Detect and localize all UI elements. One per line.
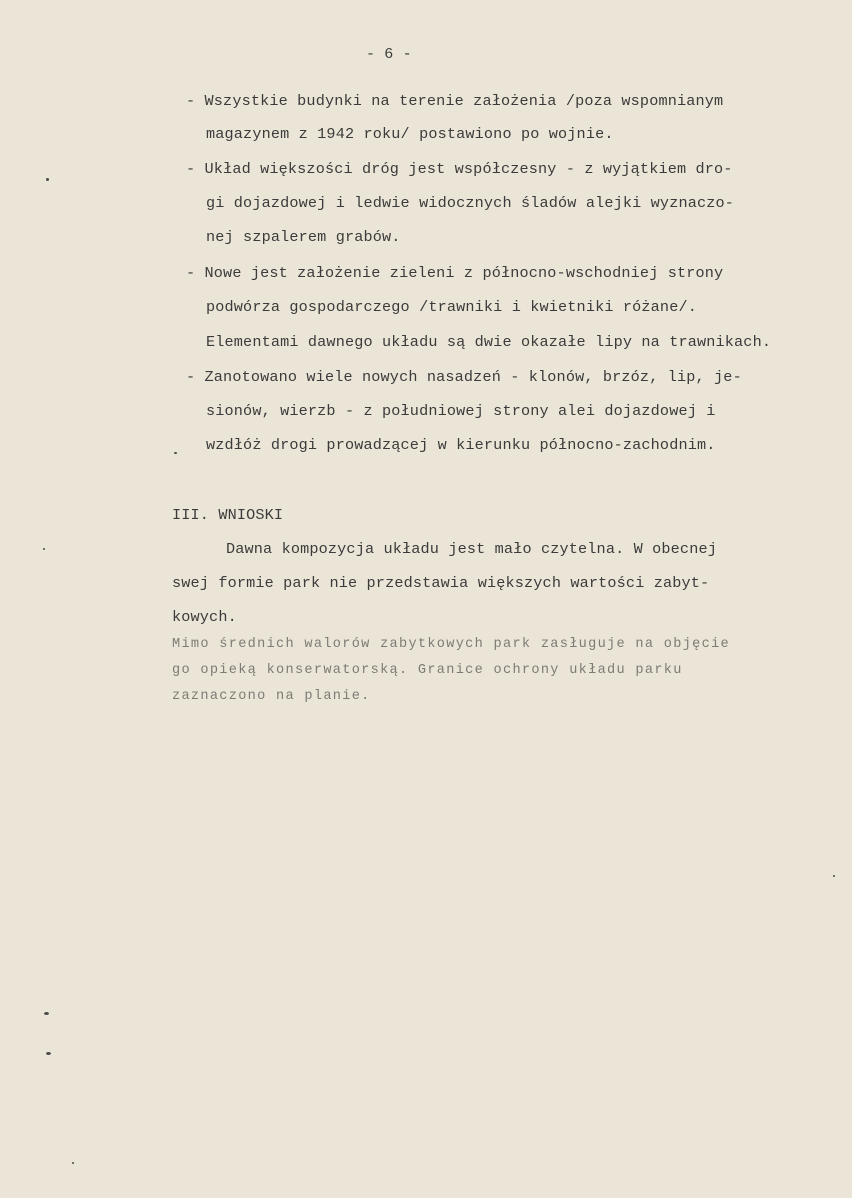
- scan-speck: [833, 875, 835, 877]
- bullet-2-line-3: nej szpalerem grabów.: [206, 228, 401, 246]
- bullet-1-line-2: magazynem z 1942 roku/ postawiono po wojnie.: [206, 125, 614, 143]
- bullet-3-line-3: Elementami dawnego układu są dwie okazałe lipy na trawnikach.: [206, 333, 772, 351]
- section-paragraph-line-2: swej formie park nie przedstawia większych wartości zabyt-: [172, 574, 710, 592]
- bullet-2-line-1: - Układ większości dróg jest współczesny - z wyjątkiem dro-: [186, 160, 733, 178]
- scan-speck: [43, 548, 45, 550]
- bullet-1-line-1: - Wszystkie budynki na terenie założenia /poza wspomnianym: [186, 92, 724, 110]
- section-paragraph-line-1: Dawna kompozycja układu jest mało czytelna. W obecnej: [226, 540, 717, 558]
- section-heading: III. WNIOSKI: [172, 506, 284, 524]
- scan-speck: [174, 452, 177, 454]
- note-line-1: Mimo średnich walorów zabytkowych park zasługuje na objęcie: [172, 637, 730, 652]
- scan-speck: [72, 1162, 74, 1164]
- bullet-4-line-3: wzdłóż drogi prowadzącej w kierunku północno-zachodnim.: [206, 436, 716, 454]
- scan-speck: [46, 1052, 51, 1055]
- scan-speck: [46, 178, 49, 181]
- bullet-2-line-2: gi dojazdowej i ledwie widocznych śladów alejki wyznaczo-: [206, 194, 735, 212]
- bullet-3-line-1: - Nowe jest założenie zieleni z północno-wschodniej strony: [186, 264, 724, 282]
- note-line-2: go opieką konserwatorską. Granice ochrony układu parku: [172, 663, 683, 678]
- scan-speck: [44, 1012, 49, 1015]
- note-line-3: zaznaczono na planie.: [172, 689, 371, 704]
- page-number: - 6 -: [366, 46, 412, 63]
- bullet-4-line-2: sionów, wierzb - z południowej strony alei dojazdowej i: [206, 402, 716, 420]
- bullet-3-line-2: podwórza gospodarczego /trawniki i kwietniki różane/.: [206, 298, 697, 316]
- bullet-4-line-1: - Zanotowano wiele nowych nasadzeń - klonów, brzóz, lip, je-: [186, 368, 742, 386]
- section-paragraph-line-3: kowych.: [172, 608, 237, 626]
